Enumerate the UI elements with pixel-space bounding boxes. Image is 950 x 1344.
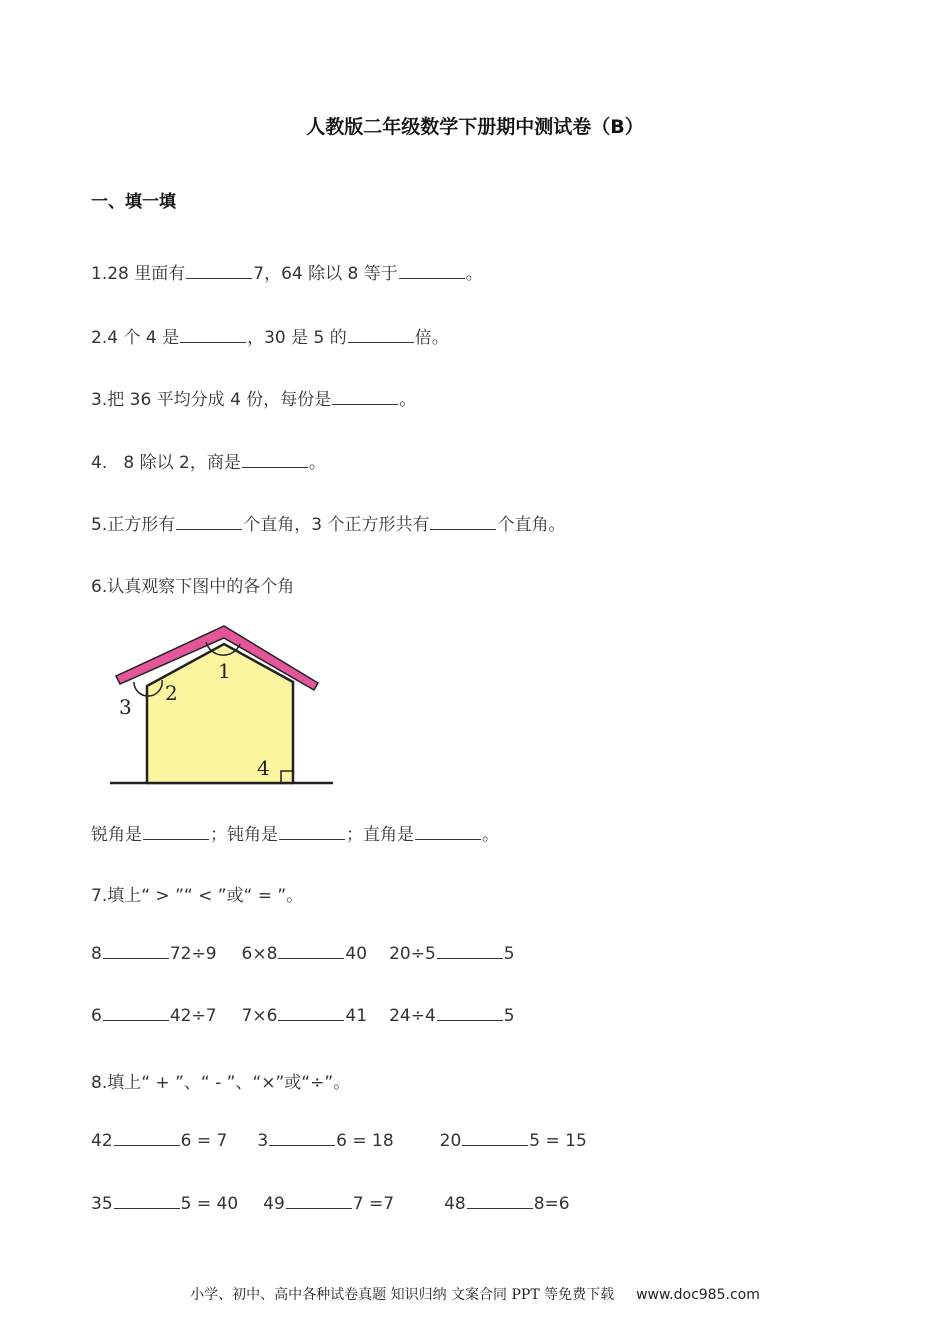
expr-left: 20	[439, 1131, 462, 1151]
expr-right: 5	[503, 1006, 515, 1026]
angle-3-arc	[134, 682, 147, 696]
q3-text-a: 3.把 36 平均分成 4 份，每份是	[91, 390, 332, 410]
angle-label-3: 3	[119, 695, 132, 719]
q6-obtuse-label: ；钝角是	[210, 825, 278, 845]
answer-blank[interactable]	[279, 838, 345, 840]
question-3	[91, 385, 416, 410]
expr-left: 42	[91, 1131, 113, 1151]
footer-url[interactable]: www.doc985.com	[636, 1287, 760, 1303]
q6-acute-label: 锐角是	[91, 825, 142, 845]
q5-text-a: 5.正方形有	[91, 515, 176, 535]
q2-text-b: ，30 是 5 的	[247, 328, 347, 348]
q2-text-a: 2.4 个 4 是	[91, 328, 180, 348]
q8-row-1	[91, 1131, 587, 1151]
answer-blank[interactable]	[399, 277, 465, 279]
answer-blank[interactable]	[269, 1144, 335, 1146]
answer-blank[interactable]	[286, 1207, 352, 1209]
answer-blank[interactable]	[103, 1019, 169, 1021]
question-1	[91, 259, 483, 284]
expr-right: 5 = 15	[529, 1131, 587, 1151]
answer-blank[interactable]	[114, 1144, 180, 1146]
answer-blank[interactable]	[415, 838, 481, 840]
expr-right: 42÷7	[169, 1006, 217, 1026]
q8-row-2	[91, 1194, 570, 1214]
q4-text-b: 。	[308, 453, 326, 473]
expr-right: 8=6	[533, 1194, 570, 1214]
expr-right: 7 =7	[352, 1194, 395, 1214]
expr-left: 49	[263, 1194, 285, 1214]
expr-right: 40	[345, 944, 368, 964]
question-2	[91, 323, 449, 348]
answer-blank[interactable]	[278, 1019, 344, 1021]
answer-blank[interactable]	[180, 341, 246, 343]
q3-text-b: 。	[399, 390, 417, 410]
expr-left: 35	[91, 1194, 113, 1214]
page-title: 人教版二年级数学下册期中测试卷（B）	[306, 116, 644, 138]
question-7: 7.填上“ > ”“ < ”或“ = ”。	[91, 886, 304, 906]
question-6: 6.认真观察下图中的各个角	[91, 577, 295, 597]
answer-blank[interactable]	[332, 403, 398, 405]
answer-blank[interactable]	[462, 1144, 528, 1146]
q4-text-a: 4. 8 除以 2，商是	[91, 453, 241, 473]
q2-text-c: 倍。	[414, 328, 449, 348]
expr-left: 8	[91, 944, 102, 964]
house-angle-figure	[108, 620, 338, 792]
q5-text-c: 个直角。	[497, 515, 566, 535]
answer-blank[interactable]	[437, 957, 503, 959]
question-8: 8.填上“ + ”、“ - ”、“×”或“÷”。	[91, 1073, 351, 1093]
answer-blank[interactable]	[103, 957, 169, 959]
footer-text: 小学、初中、高中各种试卷真题 知识归纳 文案合同 PPT 等免费下载	[190, 1287, 615, 1303]
expr-left: 20÷5	[389, 944, 436, 964]
expr-left: 24÷4	[389, 1006, 436, 1026]
answer-blank[interactable]	[430, 528, 496, 530]
angle-label-2: 2	[165, 681, 178, 705]
question-6-answer	[91, 820, 499, 845]
question-5	[91, 510, 565, 535]
answer-blank[interactable]	[242, 466, 308, 468]
answer-blank[interactable]	[176, 528, 242, 530]
q7-row-1	[91, 944, 515, 964]
footer	[0, 1284, 950, 1304]
expr-right: 5 = 40	[180, 1194, 239, 1214]
q7-row-2	[91, 1006, 515, 1026]
answer-blank[interactable]	[467, 1207, 533, 1209]
expr-right: 5	[503, 944, 515, 964]
q6-end: 。	[482, 825, 499, 845]
q1-text-c: 。	[465, 264, 483, 284]
expr-right: 6 = 7	[180, 1131, 228, 1151]
expr-left: 6	[91, 1006, 102, 1026]
expr-left: 48	[444, 1194, 466, 1214]
expr-right: 6 = 18	[336, 1131, 394, 1151]
expr-left: 7×6	[241, 1006, 278, 1026]
expr-right: 41	[345, 1006, 368, 1026]
expr-left: 3	[257, 1131, 269, 1151]
angle-label-1: 1	[218, 659, 231, 683]
answer-blank[interactable]	[143, 838, 209, 840]
expr-left: 6×8	[241, 944, 278, 964]
answer-blank[interactable]	[114, 1207, 180, 1209]
answer-blank[interactable]	[348, 341, 414, 343]
answer-blank[interactable]	[278, 957, 344, 959]
q1-text-a: 1.28 里面有	[91, 264, 186, 284]
expr-right: 72÷9	[169, 944, 217, 964]
section-heading: 一、填一填	[91, 192, 176, 212]
answer-blank[interactable]	[186, 277, 252, 279]
q1-text-b: 7，64 除以 8 等于	[253, 264, 398, 284]
q5-text-b: 个直角，3 个正方形共有	[243, 515, 430, 535]
answer-blank[interactable]	[437, 1019, 503, 1021]
angle-label-4: 4	[257, 756, 270, 780]
q6-right-label: ；直角是	[346, 825, 414, 845]
question-4	[91, 448, 326, 473]
